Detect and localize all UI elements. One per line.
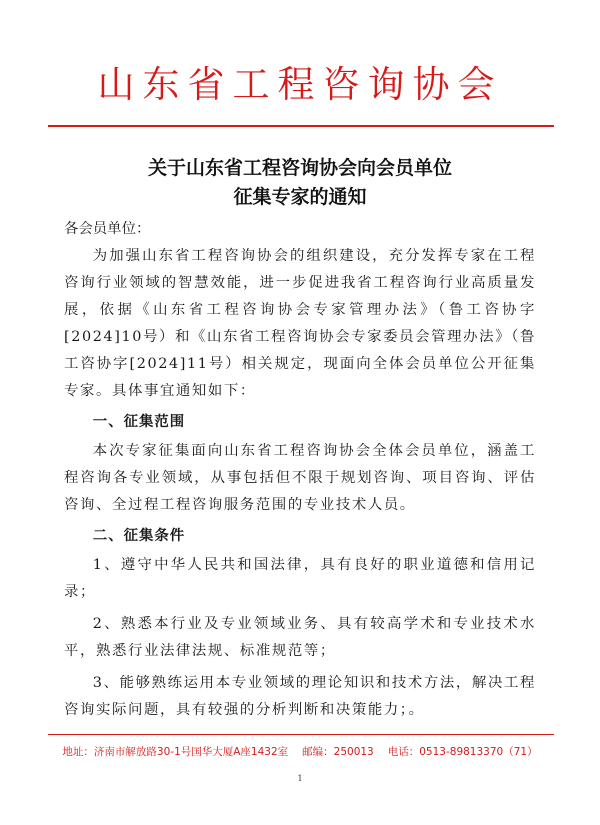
- footer-divider: [48, 734, 554, 735]
- document-body: [64, 216, 536, 724]
- condition-item-3: 3、能够熟练运用本专业领域的理论知识和技术方法，解决工程咨询实际问题，具有较强的分析判断和决策能力；。: [64, 675, 536, 718]
- footer-contact: [0, 744, 600, 760]
- section1-paragraph: 本次专家征集面向山东省工程咨询协会全体会员单位，涵盖工程咨询各专业领域，从事包括但不限于规划咨询、项目咨询、评估咨询、全过程工程咨询服务范围的专业技术人员。: [64, 443, 536, 513]
- condition-item-2: 2、熟悉本行业及专业领域业务、具有较高学术和专业技术水平，熟悉行业法律法规、标准规范等；: [64, 616, 536, 659]
- footer-phone: 电话：0513-89813370（71）: [387, 746, 538, 758]
- salutation: 各会员单位：: [64, 221, 151, 237]
- section2-heading: 二、征集条件: [92, 527, 186, 544]
- document-title-line1: 关于山东省工程咨询协会向会员单位: [147, 157, 452, 179]
- footer-postcode: 邮编：250013: [302, 746, 374, 758]
- condition-item-1: 1、遵守中华人民共和国法律，具有良好的职业道德和信用记录；: [64, 557, 536, 600]
- intro-paragraph: 为加强山东省工程咨询协会的组织建设，充分发挥专家在工程咨询行业领域的智慧效能，进一步促进我省工程咨询行业高质量发展，依据《山东省工程咨询协会专家管理办法》（鲁工咨协字[2024]10号）和《山东省工程咨询协会专家委员会管理办法》（鲁工咨协字[2024]11号）相关规定，现面向全体会员单位公开征集专家。具体事宜通知如下：: [64, 248, 536, 399]
- footer-address: 地址：济南市解放路30-1号国华大厦A座1432室: [62, 746, 289, 758]
- section1-heading: 一、征集范围: [92, 413, 186, 430]
- letterhead-org-name: 山东省工程咨询协会: [97, 63, 503, 106]
- letterhead-divider: [48, 125, 554, 127]
- page-number: 1: [297, 774, 303, 783]
- document-title-line2: 征集专家的通知: [233, 186, 367, 208]
